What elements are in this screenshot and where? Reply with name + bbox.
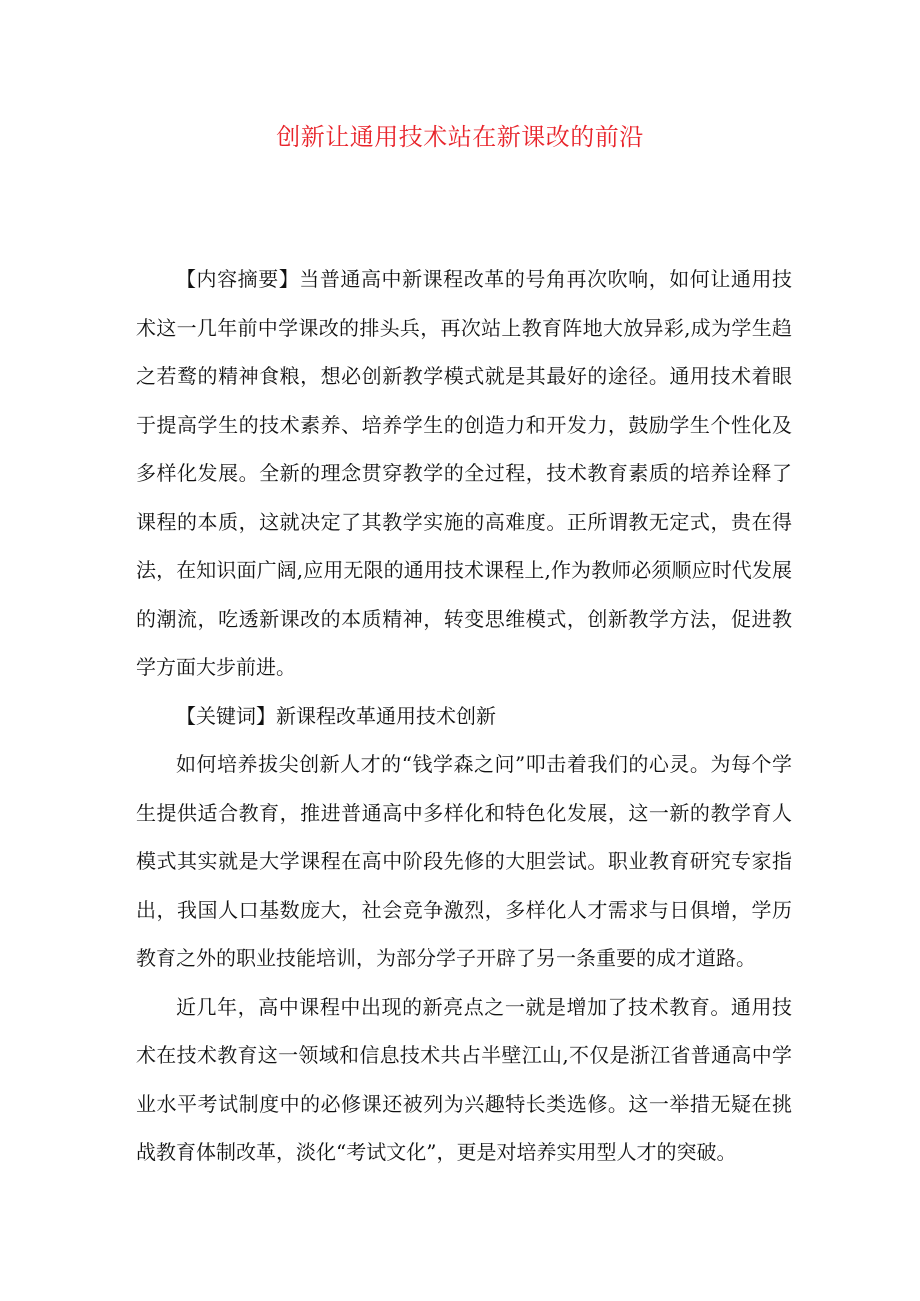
body-paragraph-2: 近几年，高中课程中出现的新亮点之一就是增加了技术教育。通用技术在技术教育这一领域和信息技术共占半壁江山,不仅是浙江省普通高中学业水平考试制度中的必修课还被列为兴趣特长类选修。这一举措无疑在挑战教育体制改革，淡化“考试文化”，更是对培养实用型人才的突破。 [136,994,792,1164]
document-title: 创新让通用技术站在新课改的前沿 [276,123,644,151]
body-paragraph-1: 如何培养拔尖创新人才的“钱学森之问”叩击着我们的心灵。为每个学生提供适合教育，推进普通高中多样化和特色化发展，这一新的教学育人模式其实就是大学课程在高中阶段先修的大胆尝试。职业教育研究专家指出，我国人口基数庞大，社会竞争激烈，多样化人才需求与日俱增，学历教育之外的职业技能培训，为部分学子开辟了另一条重要的成才道路。 [136,752,792,970]
keywords-paragraph: 【关键词】新课程改革通用技术创新 [176,703,496,728]
document-body [136,255,792,1177]
abstract-paragraph: 【内容摘要】当普通高中新课程改革的号角再次吹响，如何让通用技术这一几年前中学课改的排头兵，再次站上教育阵地大放异彩,成为学生趋之若鹜的精神食粮，想必创新教学模式就是其最好的途径。通用技术着眼于提高学生的技术素养、培养学生的创造力和开发力，鼓励学生个性化及多样化发展。全新的理念贯穿教学的全过程，技术教育素质的培养诠释了课程的本质，这就决定了其教学实施的高难度。正所谓教无定式，贵在得法，在知识面广阔,应用无限的通用技术课程上,作为教师必须顺应时代发展的潮流，吃透新课改的本质精神，转变思维模式，创新教学方法，促进教学方面大步前进。 [136,267,792,679]
